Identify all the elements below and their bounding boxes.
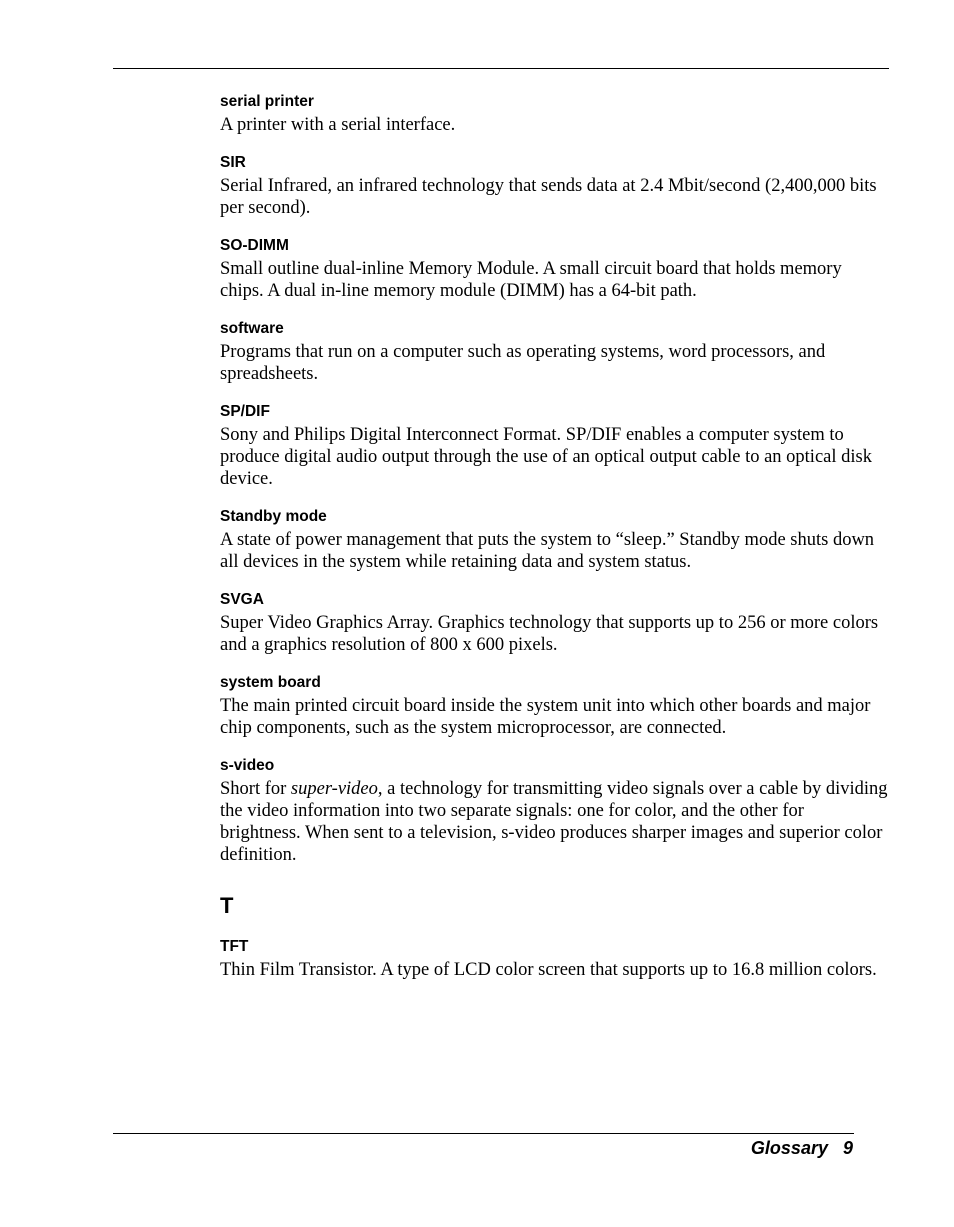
entry-term: SP/DIF [220, 403, 270, 420]
entry-definition: Programs that run on a computer such as operating systems, word processors, and spreadsheets. [220, 342, 826, 384]
entry-term: software [220, 320, 284, 337]
glossary-entry [220, 937, 888, 981]
page-number: 9 [842, 1138, 853, 1158]
footer-rule [113, 1133, 854, 1134]
glossary-entry [220, 319, 888, 385]
definition-italic-text: super-video [290, 779, 378, 799]
entry-term: Standby mode [220, 508, 327, 525]
entry-term: SVGA [220, 591, 264, 608]
entry-definition: Thin Film Transistor. A type of LCD color screen that supports up to 16.8 million colors. [220, 960, 877, 980]
page-footer [751, 1136, 853, 1160]
header-rule [113, 68, 889, 69]
glossary-entry [220, 673, 888, 739]
entry-definition: A printer with a serial interface. [220, 115, 456, 135]
glossary-entry [220, 92, 888, 136]
glossary-entry [220, 507, 888, 573]
entry-term: s-video [220, 757, 275, 774]
glossary-content [220, 92, 888, 998]
footer-section: Glossary [750, 1138, 828, 1158]
entry-term: TFT [220, 938, 249, 955]
entry-term: serial printer [220, 93, 314, 110]
entry-definition: Sony and Philips Digital Interconnect Format. SP/DIF enables a computer system to produce digital audio output through the use of an optical output cable to an optical disk device. [220, 425, 872, 489]
entry-term: SIR [220, 154, 246, 171]
glossary-entry [220, 756, 888, 866]
definition-text: , a technology for transmitting video signals over a cable by dividing the video information into two separate signals: one for color, and the other for brightness. When sent to a television, s-video produces sharper images and superior color definition. [220, 779, 888, 865]
entry-definition: Small outline dual-inline Memory Module. A small circuit board that holds memory chips. A dual in-line memory module (DIMM) has a 64-bit path. [220, 259, 842, 301]
section-heading: T [220, 893, 234, 918]
glossary-entry [220, 590, 888, 656]
glossary-entry [220, 153, 888, 219]
glossary-entry [220, 402, 888, 490]
definition-text: Short for [220, 779, 291, 799]
entry-definition: Super Video Graphics Array. Graphics technology that supports up to 256 or more colors and a graphics resolution of 800 x 600 pixels. [220, 613, 879, 655]
glossary-entry [220, 236, 888, 302]
entry-definition: A state of power management that puts the system to “sleep.” Standby mode shuts down all devices in the system while retaining data and system status. [220, 530, 875, 572]
entry-definition: Serial Infrared, an infrared technology that sends data at 2.4 Mbit/second (2,400,000 bits per second). [220, 176, 877, 218]
entry-definition: The main printed circuit board inside the system unit into which other boards and major chip components, such as the system microprocessor, are connected. [220, 696, 871, 738]
entry-term: system board [220, 674, 321, 691]
entry-definition [220, 778, 888, 866]
entry-term: SO-DIMM [220, 237, 289, 254]
